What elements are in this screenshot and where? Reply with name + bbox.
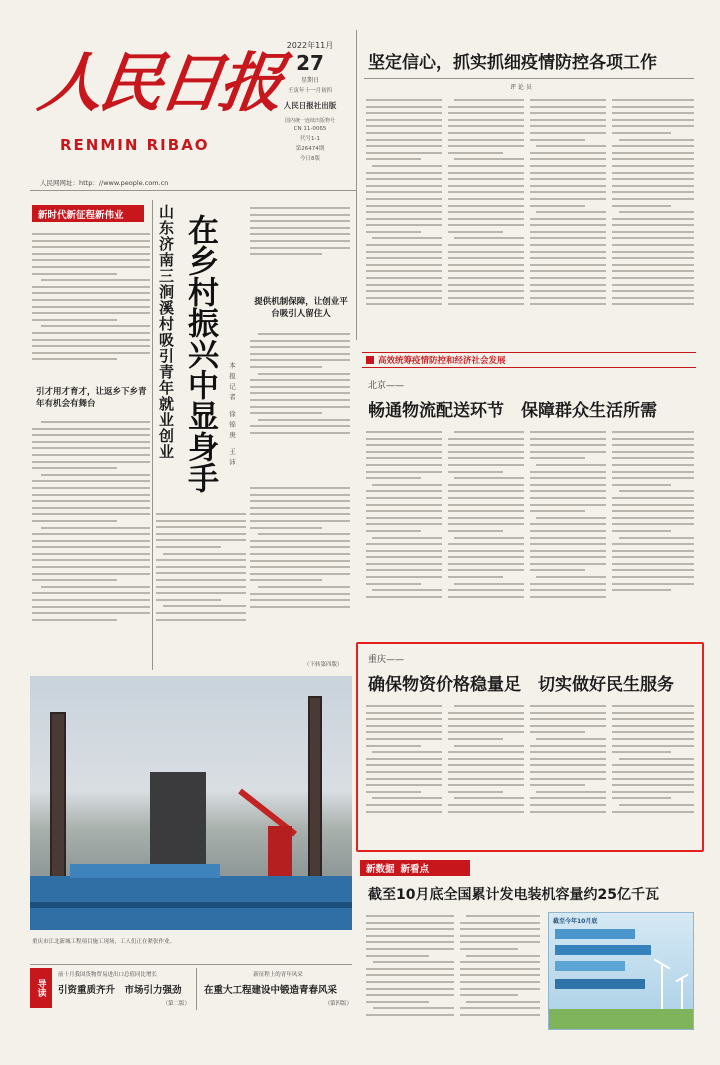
capacity-headline: 截至10月底全国累计发电装机容量约25亿千瓦	[368, 887, 659, 903]
date-year-month: 2022年11月	[286, 41, 334, 50]
chongqing-place: 重庆——	[368, 655, 405, 665]
date-day: 27	[296, 51, 324, 75]
news-data-band	[360, 860, 470, 876]
guide-item-1[interactable]	[58, 970, 190, 1007]
lead-byline: 评 论 员	[510, 84, 532, 91]
beijing-body-3	[530, 428, 606, 634]
left-section-label: 新时代新征程新伟业	[38, 209, 124, 221]
cn-number: CN 11-0065	[293, 126, 327, 132]
weekday: 星期日	[300, 77, 319, 84]
lunar-date: 壬寅年十一月初四	[287, 88, 332, 94]
lead-body-col-3	[530, 96, 606, 344]
construction-photo	[30, 676, 352, 930]
page-count: 今日8版	[300, 156, 320, 162]
feature-body-bottom-2	[250, 484, 350, 660]
lead-body-col-1	[366, 96, 442, 344]
feature-body-bottom-1	[156, 510, 246, 668]
lead-headline: 坚定信心，抓实抓细疫情防控各项工作	[368, 53, 657, 73]
news-data-label-2: 新看点	[400, 864, 430, 875]
photo-tower-right	[308, 696, 322, 902]
photo-tower-left	[50, 712, 66, 902]
beijing-headline: 畅通物流配送环节 保障群众生活所需	[368, 401, 657, 421]
beijing-place: 北京——	[368, 381, 405, 391]
capacity-infographic	[548, 912, 694, 1030]
news-data-label-1: 新数据	[366, 864, 395, 875]
feature-body-mid	[250, 330, 350, 480]
wind-turbine-icon	[661, 965, 663, 1015]
lead-body-col-4	[612, 96, 694, 344]
epidemic-section-band	[362, 352, 696, 368]
infographic-bar-1	[555, 929, 635, 939]
guide-label-box	[30, 968, 52, 1008]
date-block	[275, 40, 345, 162]
feature-vertical-title: 山东济南三涧溪村吸引青年就业创业	[157, 204, 175, 460]
feature-byline: 本报记者 徐锦庚 王沛	[228, 362, 236, 469]
guide-item-1-kicker: 前十月我国货物贸易进出口总值同比增长	[58, 972, 158, 978]
feature-continued: （下转第四版）	[304, 662, 343, 668]
feature-subhead: 提供机制保障，让创业平台吸引人留住人	[254, 297, 348, 319]
feature-body-top	[250, 204, 350, 276]
lead-body-col-2	[448, 96, 524, 344]
capacity-body-1	[366, 912, 454, 1044]
left-section-band	[32, 205, 144, 222]
left-subhead: 引才用才育才，让返乡下乡青年有机会有舞台	[36, 387, 147, 409]
beijing-body-2	[448, 428, 524, 634]
capacity-body-2	[460, 912, 540, 1044]
guide-item-2-kicker: 新征程上的青年风采	[253, 972, 303, 978]
publisher: 人民日报社出版	[283, 101, 337, 110]
guide-item-1-title: 引资重质齐升 市场引力强劲	[58, 985, 182, 996]
issue-number: 第26474期	[295, 146, 325, 152]
guide-item-2-title: 在重大工程建设中锻造青春风采	[204, 985, 338, 996]
chongqing-body-1	[366, 702, 442, 844]
guide-item-2-page: （第四版）	[324, 1001, 352, 1007]
left-body-bottom	[32, 418, 150, 666]
postal-code: 代号1-1	[300, 136, 320, 142]
guide-item-2[interactable]	[204, 970, 352, 1007]
left-body-top	[32, 230, 150, 382]
band-icon	[366, 356, 374, 364]
infographic-title: 截至今年10月底	[553, 918, 598, 925]
photo-caption: 重庆市江北新城工程项目施工现场，工人们正在紧张作业。	[32, 939, 176, 945]
chongqing-headline: 确保物资价格稳量足 切实做好民生服务	[368, 675, 674, 695]
guide-label: 导读	[35, 979, 46, 997]
infographic-bar-3	[555, 961, 625, 971]
beijing-body-1	[366, 428, 442, 634]
beijing-body-4	[612, 428, 694, 634]
infographic-bar-2	[555, 945, 651, 955]
band-label: 高效统筹疫情防控和经济社会发展	[378, 356, 506, 366]
serial-code: 国内统一连续出版物号	[284, 118, 335, 124]
logo-pinyin: RENMIN RIBAO	[60, 136, 210, 154]
infographic-bar-4	[555, 979, 645, 989]
chongqing-body-4	[612, 702, 694, 844]
chongqing-body-2	[448, 702, 524, 844]
guide-item-1-page: （第二版）	[162, 1001, 190, 1007]
logo: 人民日报	[33, 46, 285, 121]
website: 人民网网址：http：//www.people.com.cn	[40, 179, 169, 187]
feature-main-title: 在乡村振兴中显身手	[182, 214, 218, 493]
chongqing-body-3	[530, 702, 606, 844]
